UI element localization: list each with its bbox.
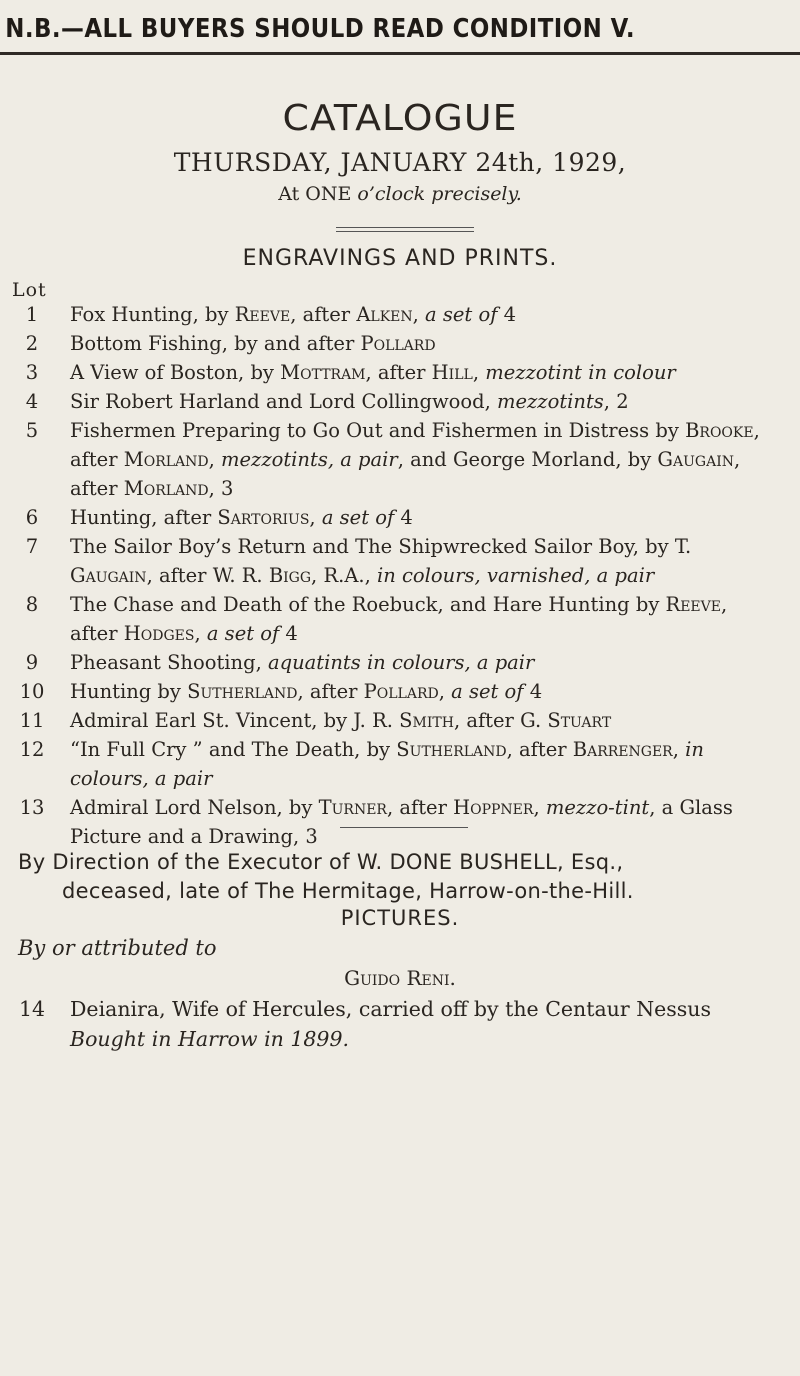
lot-number: 11	[19, 709, 45, 732]
section-heading-engravings: ENGRAVINGS AND PRINTS.	[242, 246, 558, 271]
lot-number: 3	[25, 361, 39, 384]
lot-description: Pheasant Shooting, aquatints in colours, a pair	[70, 651, 535, 674]
list-item	[0, 677, 800, 706]
lot-description: The Sailor Boy’s Return and The Shipwrecked Sailor Boy, by T. Gaugain, after W. R. Bigg, R.A., in colours, varnished, a pair	[70, 535, 692, 587]
lot-14-provenance: Bought in Harrow in 1899.	[70, 1027, 350, 1051]
lot-number: 6	[25, 506, 39, 529]
artist-name: Guido Reni.	[344, 966, 456, 990]
list-item	[0, 648, 800, 677]
list-item	[0, 503, 800, 532]
sale-time	[0, 183, 800, 205]
lot-description: Hunting by Sutherland, after Pollard, a set of 4	[70, 680, 543, 703]
list-item	[0, 358, 800, 387]
lot-description: The Chase and Death of the Roebuck, and Hare Hunting by Reeve, after Hodges, a set of 4	[70, 593, 728, 645]
list-item	[0, 735, 800, 793]
lot-number: 7	[25, 535, 39, 558]
lot-description: Hunting, after Sartorius, a set of 4	[70, 506, 413, 529]
lot-number: 10	[19, 680, 45, 703]
lot-14	[0, 994, 800, 1054]
lot-description: Bottom Fishing, by and after Pollard	[70, 332, 436, 355]
lot-number: 4	[25, 390, 39, 413]
lot-list	[0, 300, 800, 851]
list-item	[0, 590, 800, 648]
list-item	[0, 300, 800, 329]
lot-description: Sir Robert Harland and Lord Collingwood, mezzotints, 2	[70, 390, 629, 413]
list-item	[0, 793, 800, 851]
lot-description	[50, 994, 760, 1054]
lot-number: 8	[25, 593, 39, 616]
lot-number: 2	[25, 332, 39, 355]
list-item	[0, 706, 800, 735]
list-item	[0, 994, 800, 1054]
lot-description: Fox Hunting, by Reeve, after Alken, a set of 4	[70, 303, 517, 326]
list-item	[0, 416, 800, 503]
lot-number: 1	[25, 303, 39, 326]
section-divider	[340, 827, 468, 828]
lot-column-label: Lot	[12, 279, 47, 301]
direction-line-1: By Direction of the Executor of W. DONE BUSHELL, Esq.,	[18, 850, 624, 874]
conditions-banner: N.B.—ALL BUYERS SHOULD READ CONDITION V.	[5, 14, 635, 44]
lot-description: A View of Boston, by Mottram, after Hill, mezzotint in colour	[70, 361, 676, 384]
section-heading-pictures: PICTURES.	[340, 906, 460, 930]
list-item	[0, 329, 800, 358]
lot-description: Fishermen Preparing to Go Out and Fishermen in Distress by Brooke, after Morland, mezzotints, a pair, and George Morland, by Gaugain, after Morland, 3	[70, 419, 760, 500]
lot-number: 13	[19, 796, 45, 819]
lot-number: 12	[19, 738, 45, 761]
lot-description: Admiral Earl St. Vincent, by J. R. Smith, after G. Stuart	[70, 709, 612, 732]
banner-rule	[0, 52, 800, 55]
double-divider	[336, 227, 474, 232]
executor-direction	[18, 848, 788, 906]
attribution-line: By or attributed to	[18, 936, 217, 960]
lot-number: 14	[18, 997, 46, 1021]
lot-number: 5	[25, 419, 39, 442]
list-item	[0, 387, 800, 416]
lot-number: 9	[25, 651, 39, 674]
list-item	[0, 532, 800, 590]
sale-date: THURSDAY, JANUARY 24th, 1929,	[173, 148, 627, 177]
lot-description: “In Full Cry ” and The Death, by Sutherland, after Barrenger, in colours, a pair	[70, 738, 704, 790]
catalogue-title: CATALOGUE	[282, 98, 518, 139]
lot-14-title: Deianira, Wife of Hercules, carried off by the Centaur Nessus	[70, 997, 712, 1021]
direction-line-2: deceased, late of The Hermitage, Harrow-on-the-Hill.	[62, 879, 634, 903]
lot-description: Admiral Lord Nelson, by Turner, after Hoppner, mezzo-tint, a Glass Picture and a Drawing, 3	[70, 796, 733, 848]
sale-time-prefix: At ONE	[278, 183, 358, 205]
sale-time-italic: o’clock precisely.	[357, 183, 522, 205]
